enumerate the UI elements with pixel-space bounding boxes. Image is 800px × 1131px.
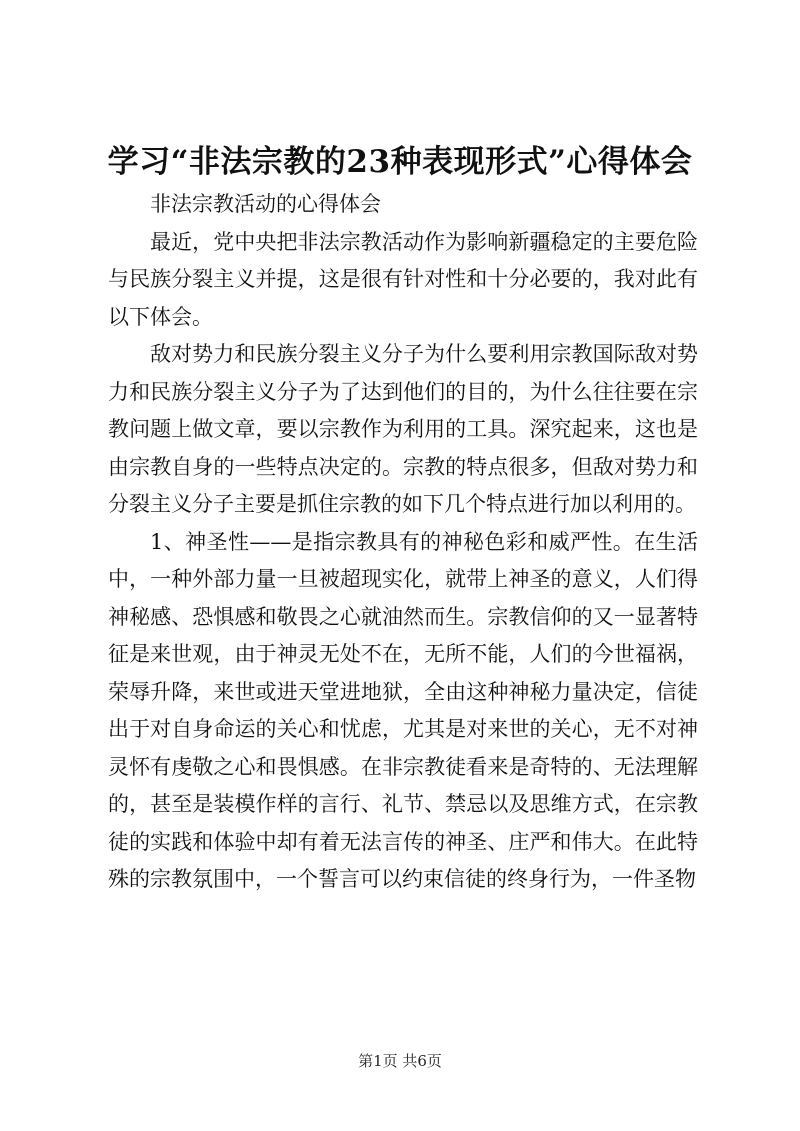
- document-title: 学习“非法宗教的23种表现形式”心得体会: [107, 144, 693, 180]
- paragraph-sacredness: 1、神圣性——是指宗教具有的神秘色彩和威严性。在生活中，一种外部力量一旦被超现实化，就带上神圣的意义，人们得神秘感、恐惧感和敬畏之心就油然而生。宗教信仰的又一显著特征是来世观，由于神灵无处不在，无所不能，人们的今世福祸，荣辱升降，来世或进天堂进地狱，全由这种神秘力量决定，信徒出于对自身命运的关心和忧虑，尤其是对来世的关心，无不对神灵怀有虔敬之心和畏惧感。在非宗教徒看来是奇特的、无法理解的，甚至是装模作样的言行、礼节、禁忌以及思维方式，在宗教徒的实践和体验中却有着无法言传的神圣、庄严和伟大。在此特殊的宗教氛围中，一个誓言可以约束信徒的终身行为，一件圣物: [108, 529, 698, 891]
- paragraph-intro: 最近，党中央把非法宗教活动作为影响新疆稳定的主要危险与民族分裂主义并提，这是很有针对性和十分必要的，我对此有以下体会。: [108, 229, 698, 329]
- page-number-footer: 第1页 共6页: [358, 1052, 442, 1070]
- subtitle-paragraph: 非法宗教活动的心得体会: [150, 192, 381, 216]
- document-body: [108, 186, 698, 899]
- paragraph-reasons: 敌对势力和民族分裂主义分子为什么要利用宗教国际敌对势力和民族分裂主义分子为了达到他们的目的，为什么往往要在宗教问题上做文章，要以宗教作为利用的工具。深究起来，这也是由宗教自身的一些特点决定的。宗教的特点很多，但敌对势力和分裂主义分子主要是抓住宗教的如下几个特点进行加以利用的。: [108, 342, 698, 516]
